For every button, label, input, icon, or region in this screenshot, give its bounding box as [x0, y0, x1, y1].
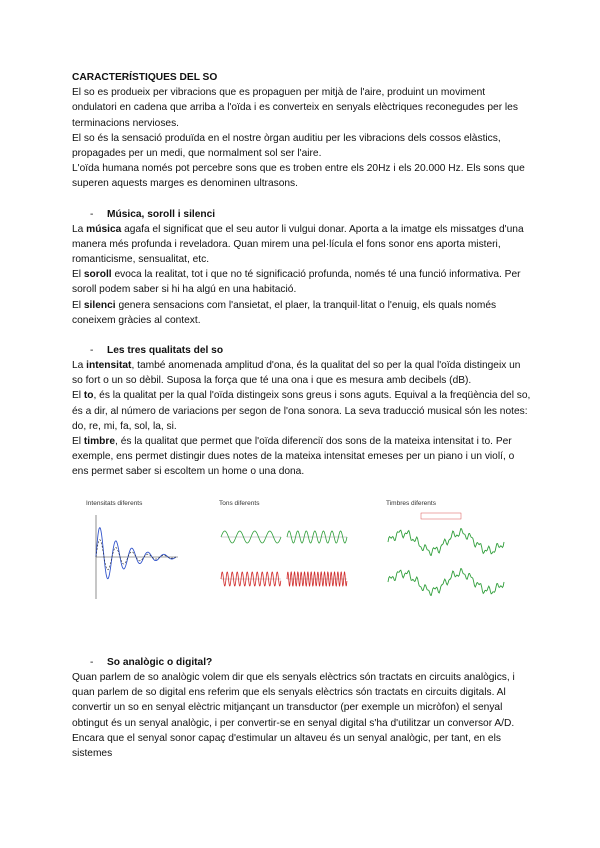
section-heading-qualitats [90, 343, 532, 358]
figure-intensitats [86, 500, 181, 602]
paragraph-musica: La música agafa el significat que el seu autor li vulgui donar. Aporta a la imatge els missatges d'una manera més profunda i reveladora. Quan mirem una pel·lícula el fons sonor ens aporta misteri, romanticisme, sensualitat, etc. [72, 223, 524, 266]
section-heading-text: Les tres qualitats del so [107, 345, 224, 357]
page-title: CARACTERÍSTIQUES DEL SO [72, 72, 218, 83]
paragraph-timbre: El timbre, és la qualitat que permet que l'oïda diferenciï dos sons de la mateixa intensitat i to. Per exemple, ens permet distingir dues notes de la mateixa intensitat emeses per un piano i un violí, o ens permet saber si escoltem un home o una dona. [72, 436, 515, 478]
paragraph-silenci: El silenci genera sensacions com l'ansietat, el plaer, la tranquil·litat o l'enuig, els quals només coneixem gràcies al context. [72, 299, 497, 326]
section-heading-musica [90, 207, 532, 222]
damped-wave-diagram [86, 507, 181, 602]
intro-paragraph-3: L'oïda humana només pot percebre sons que es troben entre els 20Hz i els 20.000 Hz. Els sons que superen aquests marges es denominen ultrasons. [72, 163, 525, 190]
paragraph-intensitat: La intensitat, també anomenada amplitud d'ona, és la qualitat del so per la qual l'oïda distingeix un so fort o un so dèbil. Suposa la força que té una ona i que es mesura amb decibels (dB). [72, 360, 521, 387]
intro-paragraph-2: El so és la sensació produïda en el nostre òrgan auditiu per les vibracions dels cossos elàstics, propagades per un medi, que normalment sol ser l'aire. [72, 132, 501, 160]
sound-qualities-figures [86, 500, 506, 610]
figure-timbres [386, 500, 506, 602]
figure-tons [219, 500, 349, 602]
intro-paragraph-1: El so es produeix per vibracions que es propaguen per mitjà de l'aire, produint un moviment ondulatori en cadena que arriba a l'oïda i es converteix en senyals elèctriques reconegudes per les terminacions nervioses. [72, 87, 518, 129]
paragraph-soroll: El soroll evoca la realitat, tot i que no té significació profunda, només té una funció informativa. Per soroll podem saber si hi ha algú en una habitació. [72, 269, 521, 296]
figure-caption: Timbres diferents [386, 500, 436, 507]
paragraph-analogic: Quan parlem de so analògic volem dir que els senyals elèctrics són tractats en circuits analògics, i quan parlem de so digital ens referim que els senyals elèctrics són tractats en circuits digitals. Al convertir un so en senyal elèctric mitjançant un transductor (per exemple un micròfon) el senyal obtingut és un senyal analògic, i per convertir-se en senyal digital s'ha d'utilitzar un conversor A/D. Encara que el senyal sonor capaç d'estimular un altaveu és un senyal analògic, per tant, en els sistemes [72, 672, 515, 760]
paragraph-to: El to, és la qualitat per la qual l'oïda distingeix sons greus i sons aguts. Equival a la freqüència del so, és a dir, al número de variacions per segon de l'ona sonora. La seva traducció musical són les notes: do, re, mi, fa, sol, la, si. [72, 390, 531, 432]
term-silenci: silenci [83, 299, 116, 311]
document-body [72, 70, 532, 480]
term-musica: música [86, 223, 122, 235]
figure-caption: Tons diferents [219, 500, 260, 507]
bullet-dash: - [90, 345, 94, 357]
bullet-dash: - [90, 208, 94, 220]
section-heading-text: Música, soroll i silenci [107, 208, 216, 220]
section-analogic-digital [72, 655, 532, 761]
figure-caption: Intensitats diferents [86, 500, 143, 507]
term-to: to [83, 390, 94, 402]
bullet-dash: - [90, 657, 94, 668]
term-timbre: timbre [83, 436, 116, 448]
section-heading-analogic [90, 655, 532, 670]
frequency-waves-diagram [219, 507, 349, 602]
term-intensitat: intensitat [86, 360, 132, 372]
term-soroll: soroll [83, 269, 112, 281]
section-heading-text: So analògic o digital? [107, 657, 213, 668]
timbre-waves-diagram [386, 507, 506, 602]
